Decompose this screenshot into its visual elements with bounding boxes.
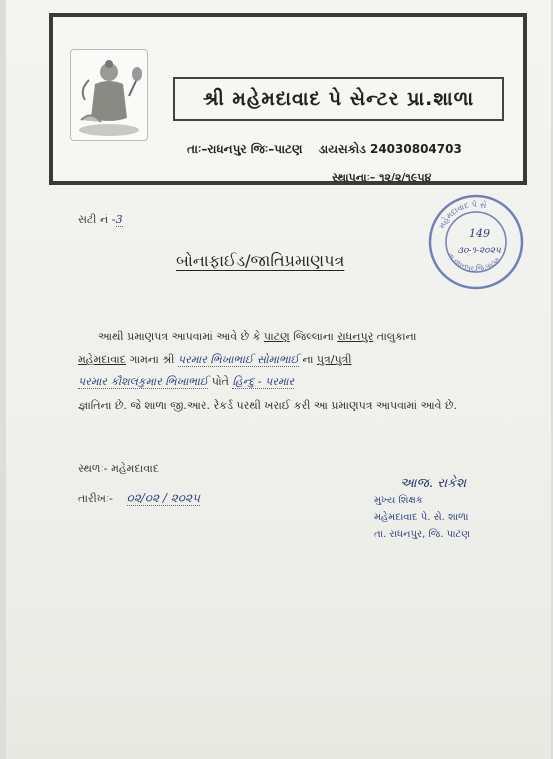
district-value: પાટણ [263, 330, 290, 343]
signature-block [374, 475, 504, 543]
body-line-1 [98, 330, 416, 344]
sign-address: તા. રાધનપુર, જિ. પાટણ [374, 529, 471, 540]
serial-value: 3 [115, 213, 123, 226]
established-date: સ્થાપનાઃ– ૧૨/૨/૧૯૫૪ [332, 171, 432, 184]
serial-label: સટી નં - [78, 213, 116, 226]
school-stamp [427, 193, 525, 291]
date-field [78, 491, 200, 506]
taluka-district: તાઃ–રાધનપુર જિઃ–પાટણ [187, 142, 303, 156]
serial-number [78, 213, 123, 227]
line1-text-c: તાલુકાના [376, 330, 417, 343]
date-value: ૦૨/૦૨ / ૨૦૨૫ [126, 491, 200, 505]
school-address [187, 142, 462, 157]
school-name: શ્રી મહેમદાવાદ પે સેન્ટર પ્રા.શાળા [173, 77, 504, 121]
place-label: સ્થળઃ- [78, 462, 108, 475]
signature: આજ. રાકેશ [400, 476, 467, 491]
line2-text-b: ના [302, 353, 314, 366]
body-line-4: જ્ઞાતિના છે. જે શાળા જી.આર. રેકર્ડ પરથી ખરાઈ કરી આ પ્રમાણપત્ર આપવામાં આવે છે. [78, 399, 457, 412]
sign-school: મહેમદાવાદ પે. સે. શાળા [374, 512, 469, 523]
place-field [78, 462, 159, 476]
line1-text-b: જિલ્લાના [293, 330, 334, 343]
line2-text-a: ગામના શ્રી [129, 353, 175, 366]
document-title: બોનાફાઈડ/જાતિપ્રમાણપત્ર [176, 251, 345, 270]
stamp-bottom: તા.રાધનપુર,જિ.પાટણ [446, 251, 502, 273]
line3-text-a: પોતે [211, 375, 229, 388]
village-value: મહેમદાવાદ [78, 353, 126, 366]
certificate-paper [6, 0, 551, 759]
saraswati-logo [70, 49, 148, 141]
body-line-2 [78, 353, 352, 367]
letterhead-box [49, 13, 527, 185]
student-name: પરમાર કૌશલકુમાર ભિખાભાઈ [78, 375, 209, 388]
place-value: મહેમદાવાદ [111, 462, 159, 475]
stamp-number: 149 [469, 227, 490, 240]
relation-value: પુત્ર/પુત્રી [316, 353, 352, 366]
stamp-text: મહેમદાવાદ પે સે [437, 199, 488, 230]
date-label: તારીખઃ- [78, 492, 113, 505]
dise-code: ડાયસકોડ 24030804703 [318, 142, 462, 156]
body-line-3 [78, 375, 294, 389]
stamp-date: ૩૦-૧-૨૦૨૫ [457, 246, 501, 256]
taluka-value: રાધનપુર [337, 330, 374, 343]
parent-name: પરમાર ભિખાભાઈ સોમાભાઈ [177, 353, 299, 366]
caste-value: હિન્દુ - પરમાર [232, 375, 295, 388]
line1-text-a: આથી પ્રમાણપત્ર આપવામાં આવે છે કે [98, 330, 261, 343]
sign-title: મુખ્ય શિક્ષક [374, 495, 423, 506]
